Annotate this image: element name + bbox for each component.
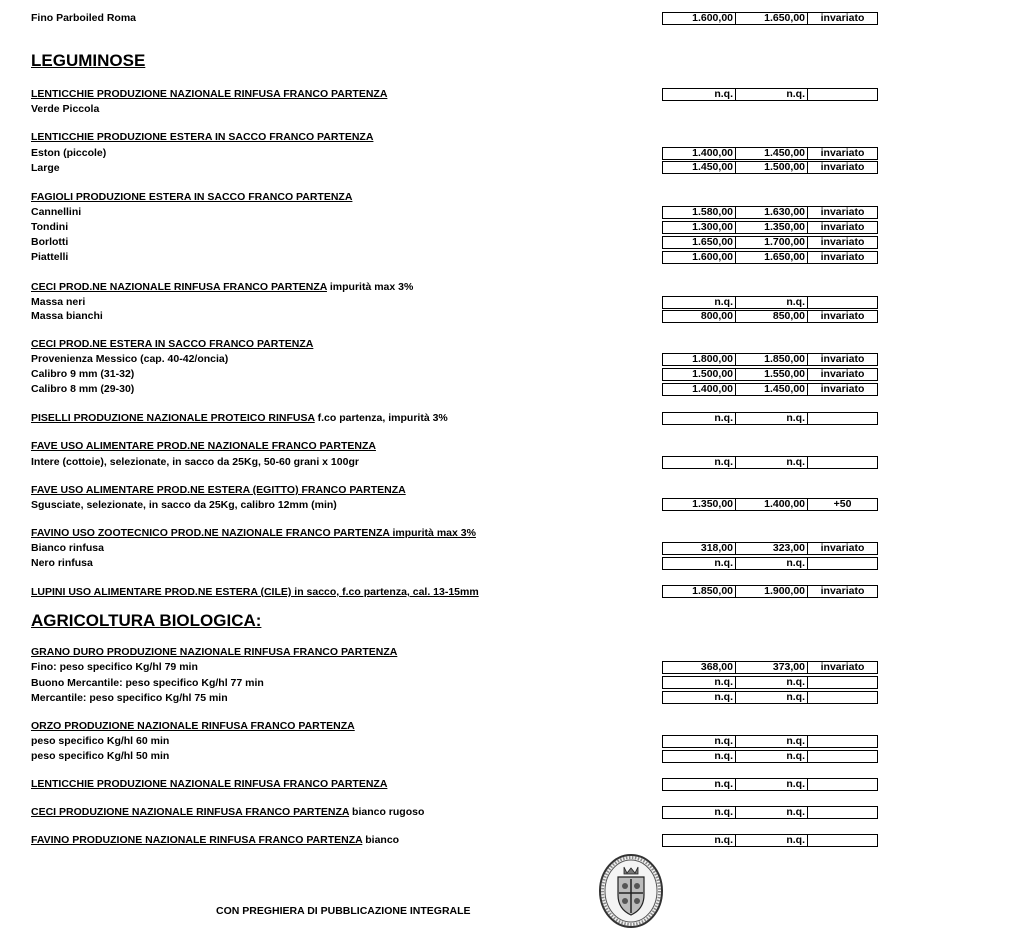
product-label: Verde Piccola xyxy=(31,103,100,115)
price-max: n.q. xyxy=(736,457,808,468)
price-row xyxy=(662,12,878,25)
price-row xyxy=(662,310,878,323)
product-label: Large xyxy=(31,162,60,174)
price-row xyxy=(662,251,878,264)
category-heading xyxy=(31,412,448,425)
price-min: 1.350,00 xyxy=(663,499,736,510)
heading-note: f.co partenza, impurità 3% xyxy=(314,412,448,424)
price-row xyxy=(662,806,878,819)
price-max: 1.450,00 xyxy=(736,384,808,395)
price-min: 1.400,00 xyxy=(663,384,736,395)
price-row xyxy=(662,353,878,366)
price-row xyxy=(662,585,878,598)
price-min: 1.600,00 xyxy=(663,252,736,263)
price-max: 1.650,00 xyxy=(736,252,808,263)
price-max: n.q. xyxy=(736,558,808,569)
price-max: n.q. xyxy=(736,413,808,424)
price-min: n.q. xyxy=(663,297,736,308)
heading-main: CECI PROD.NE NAZIONALE RINFUSA FRANCO PARTENZA xyxy=(31,281,327,293)
price-variation xyxy=(808,558,877,569)
price-variation xyxy=(808,89,877,100)
price-max: n.q. xyxy=(736,297,808,308)
category-heading: LENTICCHIE PRODUZIONE ESTERA IN SACCO FRANCO PARTENZA xyxy=(31,131,374,143)
heading-main: FAVINO PRODUZIONE NAZIONALE RINFUSA FRANCO PARTENZA xyxy=(31,834,363,846)
price-min: n.q. xyxy=(663,751,736,762)
price-row xyxy=(662,557,878,570)
price-min: 1.400,00 xyxy=(663,148,736,159)
price-max: 1.500,00 xyxy=(736,162,808,173)
price-min: 318,00 xyxy=(663,543,736,554)
price-variation: invariato xyxy=(820,383,865,395)
price-max: n.q. xyxy=(736,89,808,100)
price-max: 1.450,00 xyxy=(736,148,808,159)
price-variation xyxy=(808,807,877,818)
price-variation xyxy=(808,297,877,308)
price-row xyxy=(662,161,878,174)
price-variation xyxy=(808,457,877,468)
product-label: Calibro 9 mm (31-32) xyxy=(31,368,135,380)
price-max: n.q. xyxy=(736,736,808,747)
price-min: n.q. xyxy=(663,779,736,790)
product-label: Nero rinfusa xyxy=(31,557,93,569)
price-row xyxy=(662,834,878,847)
price-variation: invariato xyxy=(820,310,865,322)
product-label: Intere (cottoie), selezionate, in sacco da 25Kg, 50-60 grani x 100gr xyxy=(31,456,359,468)
price-min: n.q. xyxy=(663,692,736,703)
product-label: Sgusciate, selezionate, in sacco da 25Kg, calibro 12mm (min) xyxy=(31,499,337,511)
price-max: 373,00 xyxy=(736,662,808,673)
product-label: Fino: peso specifico Kg/hl 79 min xyxy=(31,661,198,673)
price-min: n.q. xyxy=(663,677,736,688)
price-variation: invariato xyxy=(820,12,865,24)
heading-note: bianco rugoso xyxy=(349,806,425,818)
price-min: n.q. xyxy=(663,413,736,424)
price-row xyxy=(662,750,878,763)
category-heading: LENTICCHIE PRODUZIONE NAZIONALE RINFUSA FRANCO PARTENZA xyxy=(31,88,388,100)
price-variation: +50 xyxy=(833,498,852,510)
price-row xyxy=(662,368,878,381)
price-max: 1.400,00 xyxy=(736,499,808,510)
price-min: 1.300,00 xyxy=(663,222,736,233)
price-max: 850,00 xyxy=(736,311,808,322)
price-min: 1.800,00 xyxy=(663,354,736,365)
price-max: 1.350,00 xyxy=(736,222,808,233)
price-max: 1.650,00 xyxy=(736,13,808,24)
price-variation: invariato xyxy=(820,542,865,554)
price-variation: invariato xyxy=(820,353,865,365)
price-variation: invariato xyxy=(820,221,865,233)
price-row xyxy=(662,498,878,511)
price-variation: invariato xyxy=(820,236,865,248)
price-variation xyxy=(808,779,877,790)
category-heading: FAVINO USO ZOOTECNICO PROD.NE NAZIONALE FRANCO PARTENZA impurità max 3% xyxy=(31,527,476,539)
price-max: 1.550,00 xyxy=(736,369,808,380)
publication-note: CON PREGHIERA DI PUBBLICAZIONE INTEGRALE xyxy=(216,905,471,917)
price-max: n.q. xyxy=(736,692,808,703)
price-min: 800,00 xyxy=(663,311,736,322)
price-row xyxy=(662,88,878,101)
price-row xyxy=(662,206,878,219)
product-label: Buono Mercantile: peso specifico Kg/hl 77 min xyxy=(31,677,264,689)
price-min: n.q. xyxy=(663,89,736,100)
price-variation: invariato xyxy=(820,368,865,380)
price-min: 1.600,00 xyxy=(663,13,736,24)
price-variation: invariato xyxy=(820,147,865,159)
price-variation xyxy=(808,835,877,846)
price-row xyxy=(662,542,878,555)
category-heading: CECI PROD.NE ESTERA IN SACCO FRANCO PARTENZA xyxy=(31,338,314,350)
price-variation xyxy=(808,736,877,747)
product-label: peso specifico Kg/hl 60 min xyxy=(31,735,170,747)
product-label: Cannellini xyxy=(31,206,82,218)
price-min: n.q. xyxy=(663,558,736,569)
price-max: 1.850,00 xyxy=(736,354,808,365)
category-heading: LUPINI USO ALIMENTARE PROD.NE ESTERA (CILE) in sacco, f.co partenza, cal. 13-15mm xyxy=(31,586,479,598)
price-variation: invariato xyxy=(820,206,865,218)
price-row xyxy=(662,412,878,425)
heading-note: bianco xyxy=(362,834,400,846)
category-heading: FAVE USO ALIMENTARE PROD.NE ESTERA (EGITTO) FRANCO PARTENZA xyxy=(31,484,406,496)
price-row xyxy=(662,147,878,160)
category-heading: GRANO DURO PRODUZIONE NAZIONALE RINFUSA FRANCO PARTENZA xyxy=(31,646,398,658)
price-max: n.q. xyxy=(736,779,808,790)
category-heading: ORZO PRODUZIONE NAZIONALE RINFUSA FRANCO PARTENZA xyxy=(31,720,355,732)
price-max: n.q. xyxy=(736,835,808,846)
price-min: n.q. xyxy=(663,457,736,468)
price-max: 323,00 xyxy=(736,543,808,554)
price-row xyxy=(662,661,878,674)
price-variation xyxy=(808,677,877,688)
product-label: Provenienza Messico (cap. 40-42/oncia) xyxy=(31,353,229,365)
product-label: Tondini xyxy=(31,221,69,233)
price-variation xyxy=(808,751,877,762)
official-seal-icon xyxy=(598,853,664,929)
price-max: n.q. xyxy=(736,677,808,688)
price-variation xyxy=(808,413,877,424)
price-max: 1.630,00 xyxy=(736,207,808,218)
price-max: n.q. xyxy=(736,807,808,818)
product-label: Eston (piccole) xyxy=(31,147,107,159)
price-variation: invariato xyxy=(820,161,865,173)
section-title-leguminose: LEGUMINOSE xyxy=(31,51,146,70)
product-label: Borlotti xyxy=(31,236,69,248)
category-heading: LENTICCHIE PRODUZIONE NAZIONALE RINFUSA FRANCO PARTENZA xyxy=(31,778,388,790)
product-label: Mercantile: peso specifico Kg/hl 75 min xyxy=(31,692,228,704)
product-label: Massa bianchi xyxy=(31,310,103,322)
price-min: 1.650,00 xyxy=(663,237,736,248)
price-row xyxy=(662,383,878,396)
product-label: Calibro 8 mm (29-30) xyxy=(31,383,135,395)
price-row xyxy=(662,676,878,689)
price-row xyxy=(662,221,878,234)
price-min: n.q. xyxy=(663,835,736,846)
product-label: Fino Parboiled Roma xyxy=(31,12,137,24)
price-max: n.q. xyxy=(736,751,808,762)
heading-main: CECI PRODUZIONE NAZIONALE RINFUSA FRANCO PARTENZA xyxy=(31,806,350,818)
product-label: peso specifico Kg/hl 50 min xyxy=(31,750,170,762)
heading-note: impurità max 3% xyxy=(326,281,414,293)
price-max: 1.900,00 xyxy=(736,586,808,597)
price-max: 1.700,00 xyxy=(736,237,808,248)
price-variation: invariato xyxy=(820,661,865,673)
category-heading: FAVE USO ALIMENTARE PROD.NE NAZIONALE FRANCO PARTENZA xyxy=(31,440,376,452)
price-row xyxy=(662,778,878,791)
price-variation: invariato xyxy=(820,251,865,263)
category-heading xyxy=(31,834,399,847)
heading-main: PISELLI PRODUZIONE NAZIONALE PROTEICO RINFUSA xyxy=(31,412,315,424)
product-label: Bianco rinfusa xyxy=(31,542,104,554)
price-variation: invariato xyxy=(820,585,865,597)
price-min: n.q. xyxy=(663,807,736,818)
price-row xyxy=(662,691,878,704)
category-heading xyxy=(31,281,413,294)
price-row xyxy=(662,456,878,469)
price-min: 1.450,00 xyxy=(663,162,736,173)
price-min: n.q. xyxy=(663,736,736,747)
product-label: Massa neri xyxy=(31,296,86,308)
category-heading xyxy=(31,806,424,819)
price-row xyxy=(662,735,878,748)
price-variation xyxy=(808,692,877,703)
product-label: Piattelli xyxy=(31,251,69,263)
category-heading: FAGIOLI PRODUZIONE ESTERA IN SACCO FRANCO PARTENZA xyxy=(31,191,353,203)
price-min: 1.580,00 xyxy=(663,207,736,218)
section-title-biologica: AGRICOLTURA BIOLOGICA: xyxy=(31,611,262,630)
price-min: 1.850,00 xyxy=(663,586,736,597)
price-row xyxy=(662,236,878,249)
price-row xyxy=(662,296,878,309)
price-min: 368,00 xyxy=(663,662,736,673)
price-min: 1.500,00 xyxy=(663,369,736,380)
